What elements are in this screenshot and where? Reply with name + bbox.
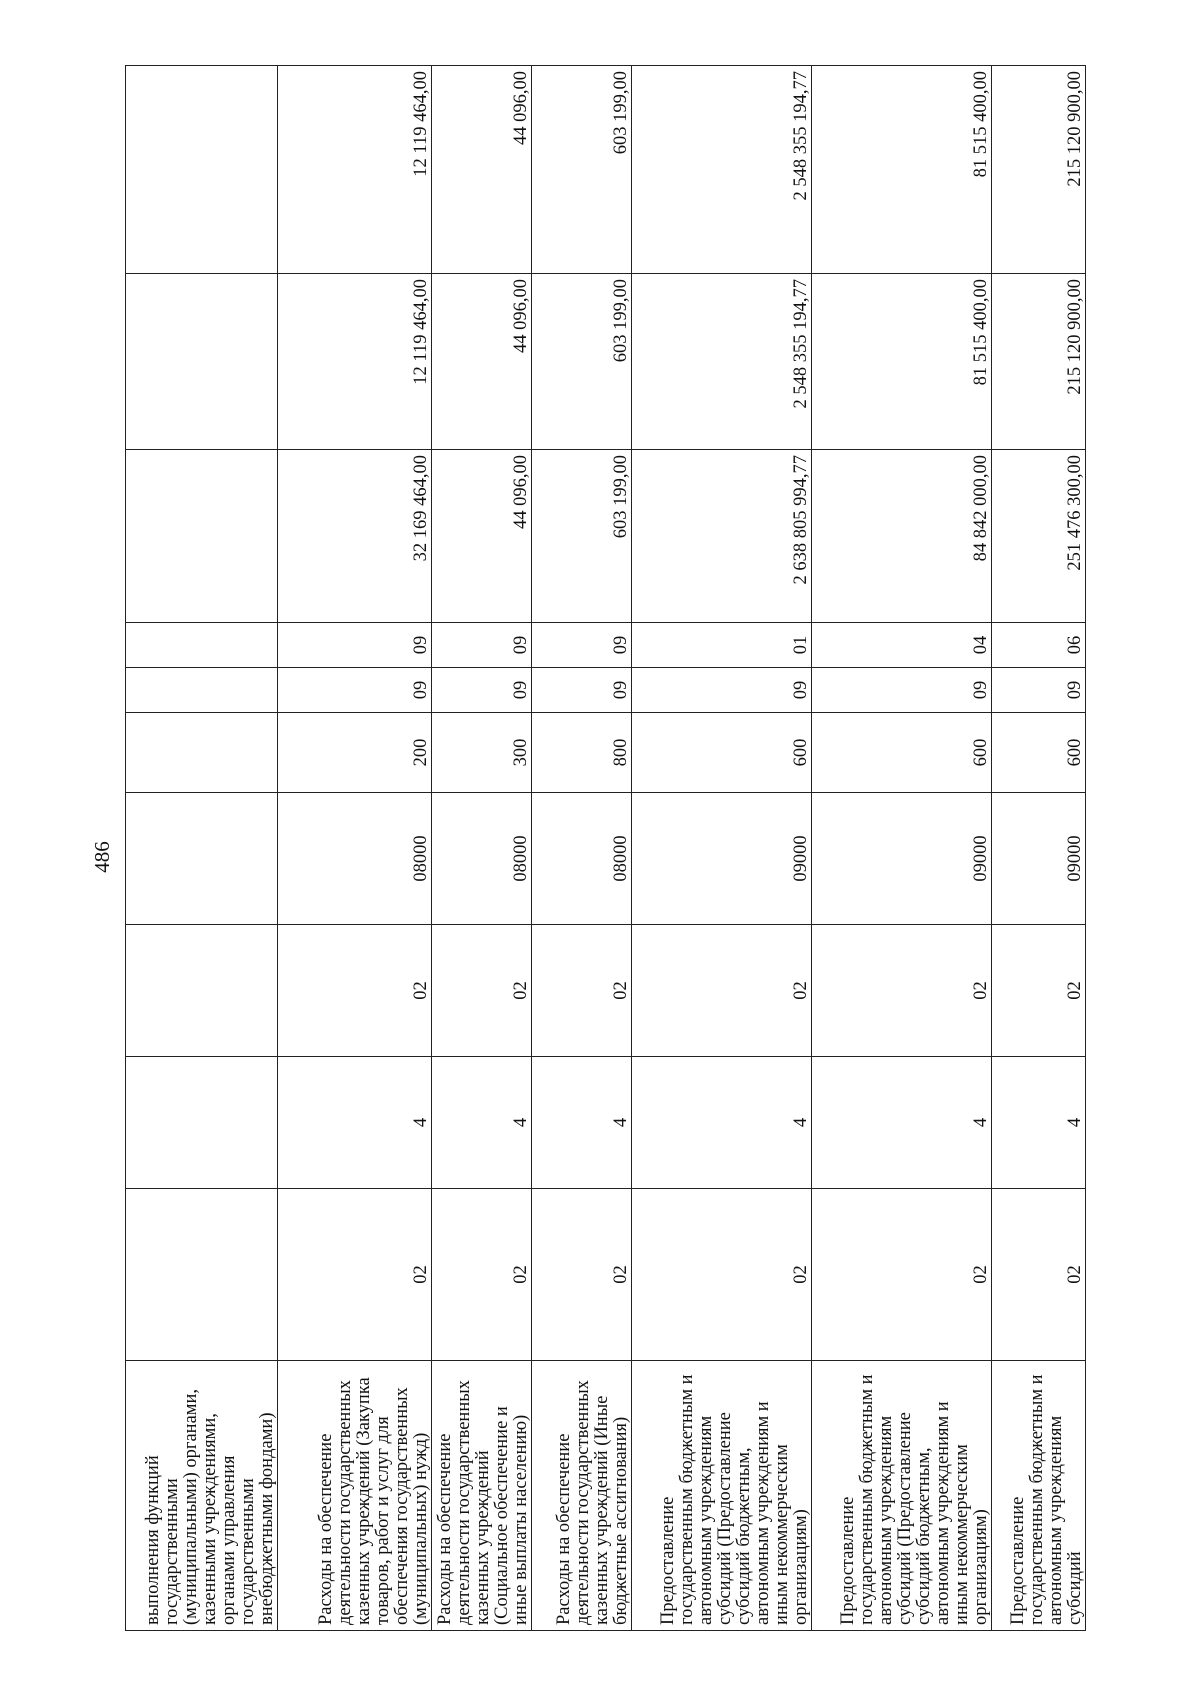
row-description: Расходы на обеспечение деятельности государственных казенных учреждений (Иные бюджетные ассигнования)	[532, 1361, 632, 1631]
cell-code	[126, 793, 278, 925]
cell-amount: 215 120 900,00	[992, 66, 1086, 274]
cell-amount: 603 199,00	[532, 66, 632, 274]
cell-amount: 2 638 805 994,77	[632, 450, 812, 623]
cell-code: 200	[278, 713, 432, 793]
cell-amount: 12 119 464,00	[278, 66, 432, 274]
cell-code: 09	[632, 668, 812, 713]
cell-code: 02	[632, 925, 812, 1057]
cell-code	[126, 713, 278, 793]
cell-code	[126, 925, 278, 1057]
cell-code: 4	[532, 1057, 632, 1189]
row-description: Предоставление государственным бюджетным и автономным учреждениям субсидий (Предоставление субсидий бюджетным, автономным учреждениям и иным некоммерческим организациям)	[812, 1361, 992, 1631]
cell-code: 300	[432, 713, 532, 793]
cell-code: 02	[278, 1189, 432, 1361]
cell-code: 4	[992, 1057, 1086, 1189]
cell-code: 800	[532, 713, 632, 793]
cell-code: 09000	[632, 793, 812, 925]
cell-code: 04	[812, 623, 992, 668]
cell-amount	[126, 66, 278, 274]
row-description: Расходы на обеспечение деятельности государственных казенных учреждений (Социальное обеспечение и иные выплаты населению)	[432, 1361, 532, 1631]
cell-code: 09	[432, 623, 532, 668]
cell-code: 02	[632, 1189, 812, 1361]
cell-code: 600	[992, 713, 1086, 793]
row-description: выполнения функций государственными (муниципальными) органами, казенными учреждениями, органами управления государственными внебюджетными фондами)	[126, 1361, 278, 1631]
cell-code: 09	[278, 668, 432, 713]
row-description: Расходы на обеспечение деятельности государственных казенных учреждений (Закупка товаров, работ и услуг для обеспечения государственных (муниципальных) нужд)	[278, 1361, 432, 1631]
cell-code	[126, 1189, 278, 1361]
cell-amount: 603 199,00	[532, 450, 632, 623]
cell-code: 600	[812, 713, 992, 793]
cell-code: 02	[812, 925, 992, 1057]
cell-code: 02	[532, 1189, 632, 1361]
cell-code: 06	[992, 623, 1086, 668]
table-row	[278, 66, 432, 1631]
cell-code: 09000	[812, 793, 992, 925]
cell-code: 4	[812, 1057, 992, 1189]
cell-code: 09	[992, 668, 1086, 713]
cell-code: 08000	[432, 793, 532, 925]
table-row	[126, 66, 278, 1631]
cell-code: 4	[632, 1057, 812, 1189]
cell-code: 02	[812, 1189, 992, 1361]
cell-amount: 32 169 464,00	[278, 450, 432, 623]
cell-code	[126, 623, 278, 668]
table-row	[812, 66, 992, 1631]
cell-amount: 2 548 355 194,77	[632, 274, 812, 450]
cell-code: 08000	[532, 793, 632, 925]
cell-amount: 44 096,00	[432, 450, 532, 623]
page-number: 486	[90, 841, 114, 873]
cell-amount: 84 842 000,00	[812, 450, 992, 623]
table-row	[992, 66, 1086, 1631]
cell-code: 02	[992, 1189, 1086, 1361]
cell-amount: 81 515 400,00	[812, 274, 992, 450]
cell-amount: 44 096,00	[432, 274, 532, 450]
cell-code: 02	[992, 925, 1086, 1057]
cell-code: 4	[278, 1057, 432, 1189]
cell-code	[126, 668, 278, 713]
cell-code: 600	[632, 713, 812, 793]
cell-code: 09	[532, 623, 632, 668]
cell-code: 08000	[278, 793, 432, 925]
cell-amount: 603 199,00	[532, 274, 632, 450]
table-row	[632, 66, 812, 1631]
cell-code: 09000	[992, 793, 1086, 925]
cell-amount: 44 096,00	[432, 66, 532, 274]
cell-code: 09	[432, 668, 532, 713]
cell-code: 02	[278, 925, 432, 1057]
cell-code: 09	[532, 668, 632, 713]
cell-code: 09	[278, 623, 432, 668]
rotated-table-wrapper	[125, 66, 1085, 1631]
cell-amount: 215 120 900,00	[992, 274, 1086, 450]
cell-code: 4	[432, 1057, 532, 1189]
cell-amount: 251 476 300,00	[992, 450, 1086, 623]
cell-amount: 2 548 355 194,77	[632, 66, 812, 274]
row-description: Предоставление государственным бюджетным и автономным учреждениям субсидий (Предоставление субсидий бюджетным, автономным учреждениям и иным некоммерческим организациям)	[632, 1361, 812, 1631]
cell-amount	[126, 274, 278, 450]
cell-code: 02	[432, 925, 532, 1057]
row-description: Предоставление государственным бюджетным и автономным учреждениям субсидий	[992, 1361, 1086, 1631]
cell-amount: 12 119 464,00	[278, 274, 432, 450]
cell-code	[126, 1057, 278, 1189]
budget-table	[125, 65, 1086, 1631]
table-row	[432, 66, 532, 1631]
cell-code: 02	[532, 925, 632, 1057]
cell-code: 02	[432, 1189, 532, 1361]
cell-code: 09	[812, 668, 992, 713]
cell-code: 01	[632, 623, 812, 668]
cell-amount: 81 515 400,00	[812, 66, 992, 274]
cell-amount	[126, 450, 278, 623]
table-row	[532, 66, 632, 1631]
